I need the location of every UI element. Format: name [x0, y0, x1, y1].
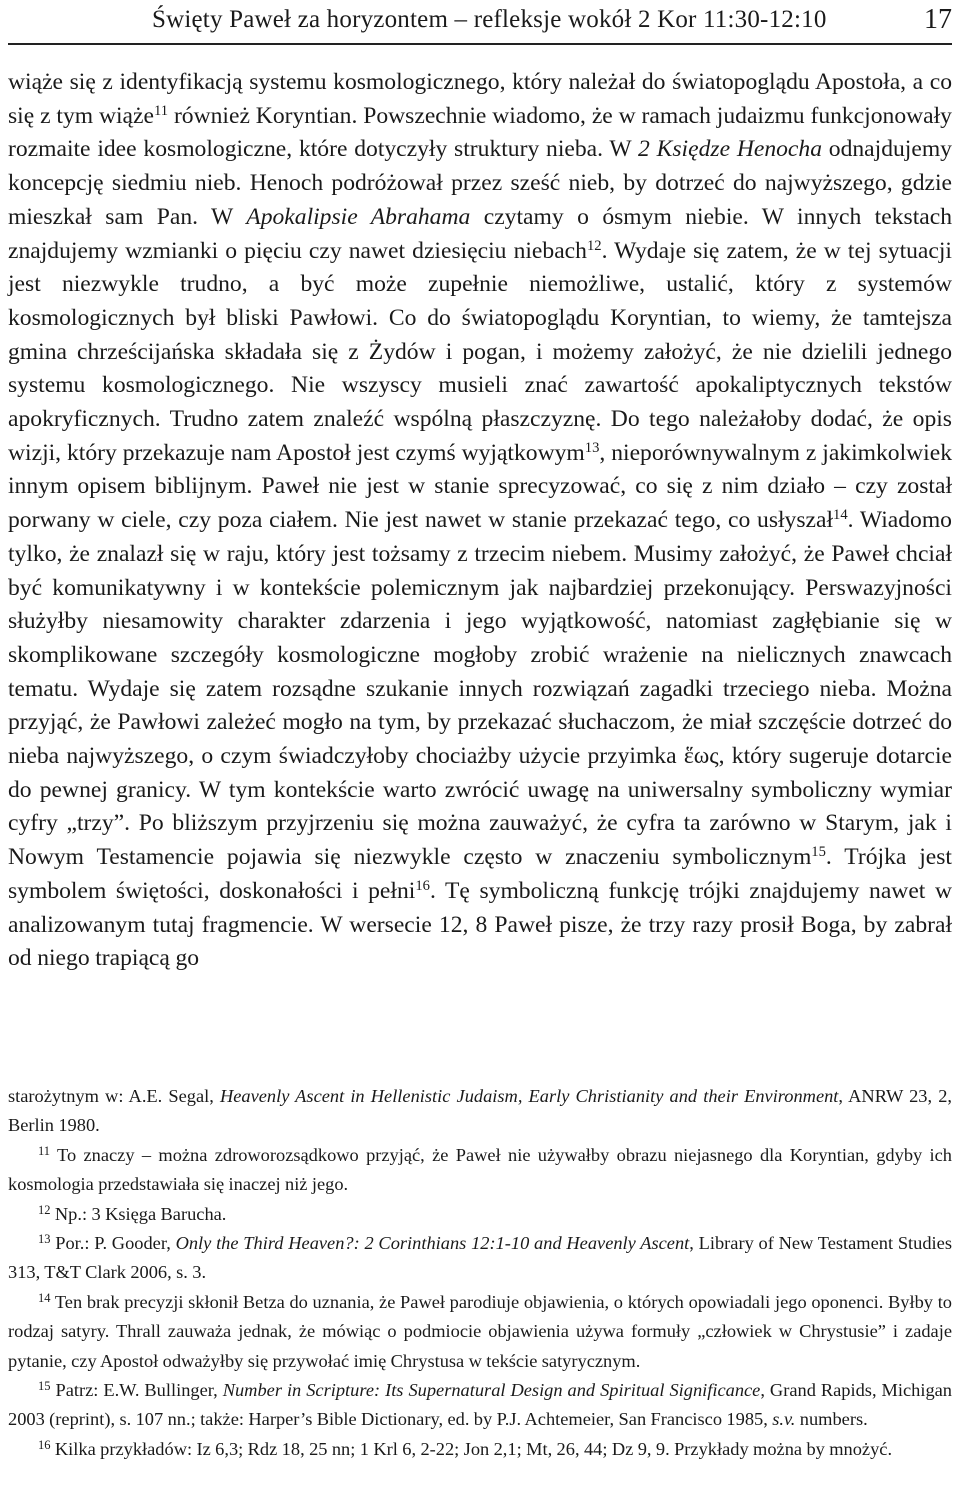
footnote-number: 13 — [38, 1231, 51, 1246]
footnote-number: 16 — [38, 1437, 51, 1452]
abbreviation: s.v. — [772, 1409, 796, 1430]
footnote-text: To znaczy – można zdroworozsądkowo przyjąć, że Paweł nie używałby obrazu niejasnego dla Koryntian, gdyby ich kosmologia przedstawiała się inaczej niż jego. — [8, 1144, 952, 1195]
footnote-text: starożytnym w: A.E. Segal, — [8, 1086, 220, 1106]
page-header — [152, 2, 952, 38]
paragraph — [8, 66, 952, 976]
page-number: 17 — [924, 4, 952, 35]
footnotes — [8, 1082, 952, 1464]
footnote-number: 12 — [38, 1202, 51, 1217]
footnote-continuation — [8, 1082, 952, 1141]
footnote-text: Kilka przykładów: Iz 6,3; Rdz 18, 25 nn; 1 Krl 6, 2-22; Jon 2,1; Mt, 26, 44; Dz 9, 9. Przykłady można by mnożyć. — [50, 1438, 893, 1459]
footnote-text: Por.: P. Gooder, — [50, 1233, 176, 1254]
title-apokalipsa-abrahama: Apokalipsie Abrahama — [246, 203, 471, 230]
footnote-13 — [8, 1229, 952, 1288]
footnote-ref-12: 12 — [586, 237, 602, 254]
running-title: Święty Paweł za horyzontem – refleksje wokół 2 Kor 11:30-12:10 — [152, 6, 827, 33]
text-run: czytamy o ósmym niebie. W innych tekstach znajdujemy wzmianki o pięciu czy nawet dziesięciu niebach — [8, 203, 952, 264]
footnote-text: Np.: 3 Księga Barucha. — [50, 1203, 227, 1224]
text-run: . Tę symboliczną funkcję trójki znajdujemy nawet w analizowanym tutaj fragmencie. W wersecie 12, 8 Paweł pisze, że trzy razy prosił Boga, by zabrał od niego trapiącą go — [8, 877, 952, 972]
header-rule — [8, 43, 952, 45]
main-text — [8, 66, 952, 976]
footnote-text: , Grand Rapids, Michigan 2003 (reprint), s. 107 nn.; także: Harper’s Bible Dictionary, ed. by P.J. Achtemeier, San Francisco 1985, — [8, 1380, 952, 1430]
footnote-12 — [8, 1200, 952, 1229]
footnote-ref-13: 13 — [584, 439, 600, 456]
text-run: . Trójka jest symbolem świętości, doskonałości i pełni — [8, 844, 952, 904]
footnote-text: numbers. — [795, 1409, 868, 1430]
book-title: Number in Scripture: Its Supernatural Design and Spiritual Significance — [222, 1380, 761, 1401]
text-run: odnajdujemy koncepcję siedmiu nieb. Henoch podróżował przez sześć nieb, by dotrzeć do najwyższego, gdzie mieszkał sam Pan. W — [8, 136, 952, 230]
text-run: . Wydaje się zatem, że w tej sytuacji jest niezwykle trudno, a być może zupełnie niemożliwe, ustalić, który z systemów kosmologicznych był bliski Pawłowi. Co do światopoglądu Koryntian, to wiemy, że tamtejsza gmina chrześcijańska składała się z Żydów i pogan, i możemy założyć, że nie dzielili jednego systemu kosmologicznego. Nie wszyscy musieli znać zawartość apokaliptycznych tekstów apokryficznych. Trudno zatem znaleźć wspólną płaszczyznę. Do tego należałoby dodać, że opis wizji, który przekazuje nam Apostoł jest czymś wyjątkowym — [8, 237, 952, 466]
footnote-16 — [8, 1435, 952, 1464]
text-run: , nieporównywalnym z jakimkolwiek innym opisem biblijnym. Paweł nie jest w stanie sprecyzować, co się z nim działo – czy został porwany w ciele, czy poza ciałem. Nie jest nawet w stanie przekazać tego, co usłyszał — [8, 439, 953, 534]
text-run: wiąże się z identyfikacją systemu kosmologicznego, który należał do światopoglądu Apostoła, a co się z tym wiąże — [8, 69, 952, 129]
footnote-number: 11 — [38, 1143, 51, 1158]
footnote-11 — [8, 1141, 952, 1200]
footnote-ref-16: 16 — [415, 877, 430, 894]
footnote-ref-14: 14 — [833, 507, 848, 524]
text-run: również Koryntian. Powszechnie wiadomo, że w ramach judaizmu funkcjonowały rozmaite idee kosmologiczne, które dotyczyły struktury nieba. W — [8, 102, 952, 163]
footnote-number: 15 — [38, 1378, 51, 1393]
footnote-14 — [8, 1288, 952, 1376]
footnote-text: , Library of New Testament Studies 313, T&T Clark 2006, s. 3. — [8, 1233, 952, 1283]
text-run: . Wiadomo tylko, że znalazł się w raju, który jest tożsamy z trzecim niebem. Musimy założyć, że Paweł chciał być komunikatywny i w kontekście polemicznym jak najbardziej przekonujący. Perswazyjności służyłby niesamowity charakter zdarzenia i jego wyjątkowość, natomiast zagłębianie się w skomplikowane szczegóły kosmologiczne mogłoby zrobić wrażenie na nielicznych znawcach tematu. Wydaje się zatem rozsądne szukanie innych rozwiązań zagadki trzeciego nieba. Można przyjąć, że Pawłowi zależeć mogło na tym, by przekazać słuchaczom, że miał szczęście dotrzeć do nieba najwyższego, o czym świadczyłoby chociażby użycie przyimka ἕως, który sugeruje dotarcie do pewnej granicy. W tym kontekście warto zwrócić uwagę na uniwersalny symboliczny wymiar cyfry „trzy”. Po bliższym przyjrzeniu się można zauważyć, że cyfra ta zarówno w Starym, jak i Nowym Testamencie pojawia się niezwykle często w znaczeniu symbolicznym — [8, 507, 952, 871]
book-title: Only the Third Heaven?: 2 Corinthians 12:1-10 and Heavenly Ascent — [175, 1233, 690, 1254]
footnote-text: , ANRW 23, 2, Berlin 1980. — [8, 1086, 952, 1136]
footnote-ref-15: 15 — [811, 844, 826, 861]
title-2-henoch: 2 Księdze Henocha — [638, 136, 822, 163]
footnote-ref-11: 11 — [153, 102, 169, 119]
book-title: Heavenly Ascent in Hellenistic Judaism, Early Christianity and their Environment — [219, 1086, 839, 1106]
footnote-15 — [8, 1376, 952, 1435]
footnote-text: Ten brak precyzji skłonił Betza do uznania, że Paweł parodiuje objawienia, o których opowiadali jego oponenci. Byłby to rodzaj satyry. Thrall zauważa jednak, że mówiąc o podmiocie objawienia używa formuły „człowiek w Chrystusie” i zadaje pytanie, czy Apostoł odważyłby się przywołać imię Chrystusa w tekście satyrycznym. — [8, 1291, 952, 1371]
footnote-number: 14 — [38, 1290, 51, 1305]
footnote-text: Patrz: E.W. Bullinger, — [50, 1380, 223, 1401]
